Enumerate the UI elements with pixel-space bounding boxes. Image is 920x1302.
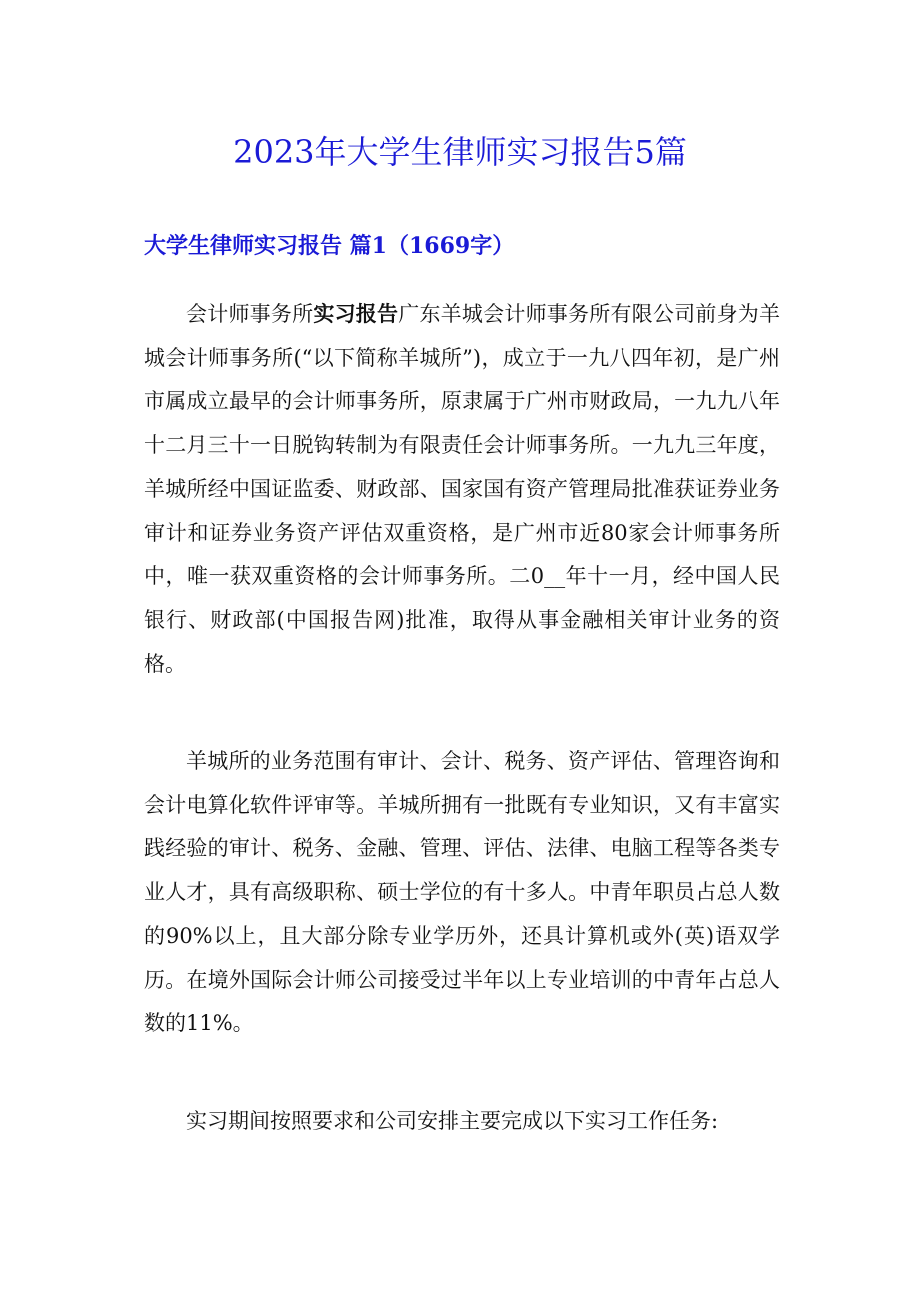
paragraph-2: 羊城所的业务范围有审计、会计、税务、资产评估、管理咨询和会计电算化软件评审等。羊城所拥有一批既有专业知识，又有丰富实践经验的审计、税务、金融、管理、评估、法律、电脑工程等各类专业人才，具有高级职称、硕士学位的有十多人。中青年职员占总人数的90%以上，且大部分除专业学历外，还具计算机或外(英)语双学历。在境外国际会计师公司接受过半年以上专业培训的中青年占总人数的11%。 [144,749,780,1036]
document-title: 2023年大学生律师实习报告5篇 [233,133,687,171]
paragraph-3: 实习期间按照要求和公司安排主要完成以下实习工作任务: [186,1109,719,1133]
section-heading: 大学生律师实习报告 篇1（1669字） [144,233,515,259]
paragraph-1 [144,292,780,686]
paragraph-1-bold-term: 实习报告 [313,301,399,326]
paragraph-1-body: 广东羊城会计师事务所有限公司前身为羊城会计师事务所(“以下简称羊城所”)，成立于一九八四年初，是广州市属成立最早的会计师事务所，原隶属于广州市财政局，一九九八年十二月三十一日脱钩转制为有限责任会计师事务所。一九九三年度，羊城所经中国证监委、财政部、国家国有资产管理局批准获证券业务审计和证券业务资产评估双重资格，是广州市近80家会计师事务所中，唯一获双重资格的会计师事务所。二0__年十一月，经中国人民银行、财政部(中国报告网)批准，取得从事金融相关审计业务的资格。 [144,302,781,676]
paragraph-1-intro: 会计师事务所 [186,302,314,326]
